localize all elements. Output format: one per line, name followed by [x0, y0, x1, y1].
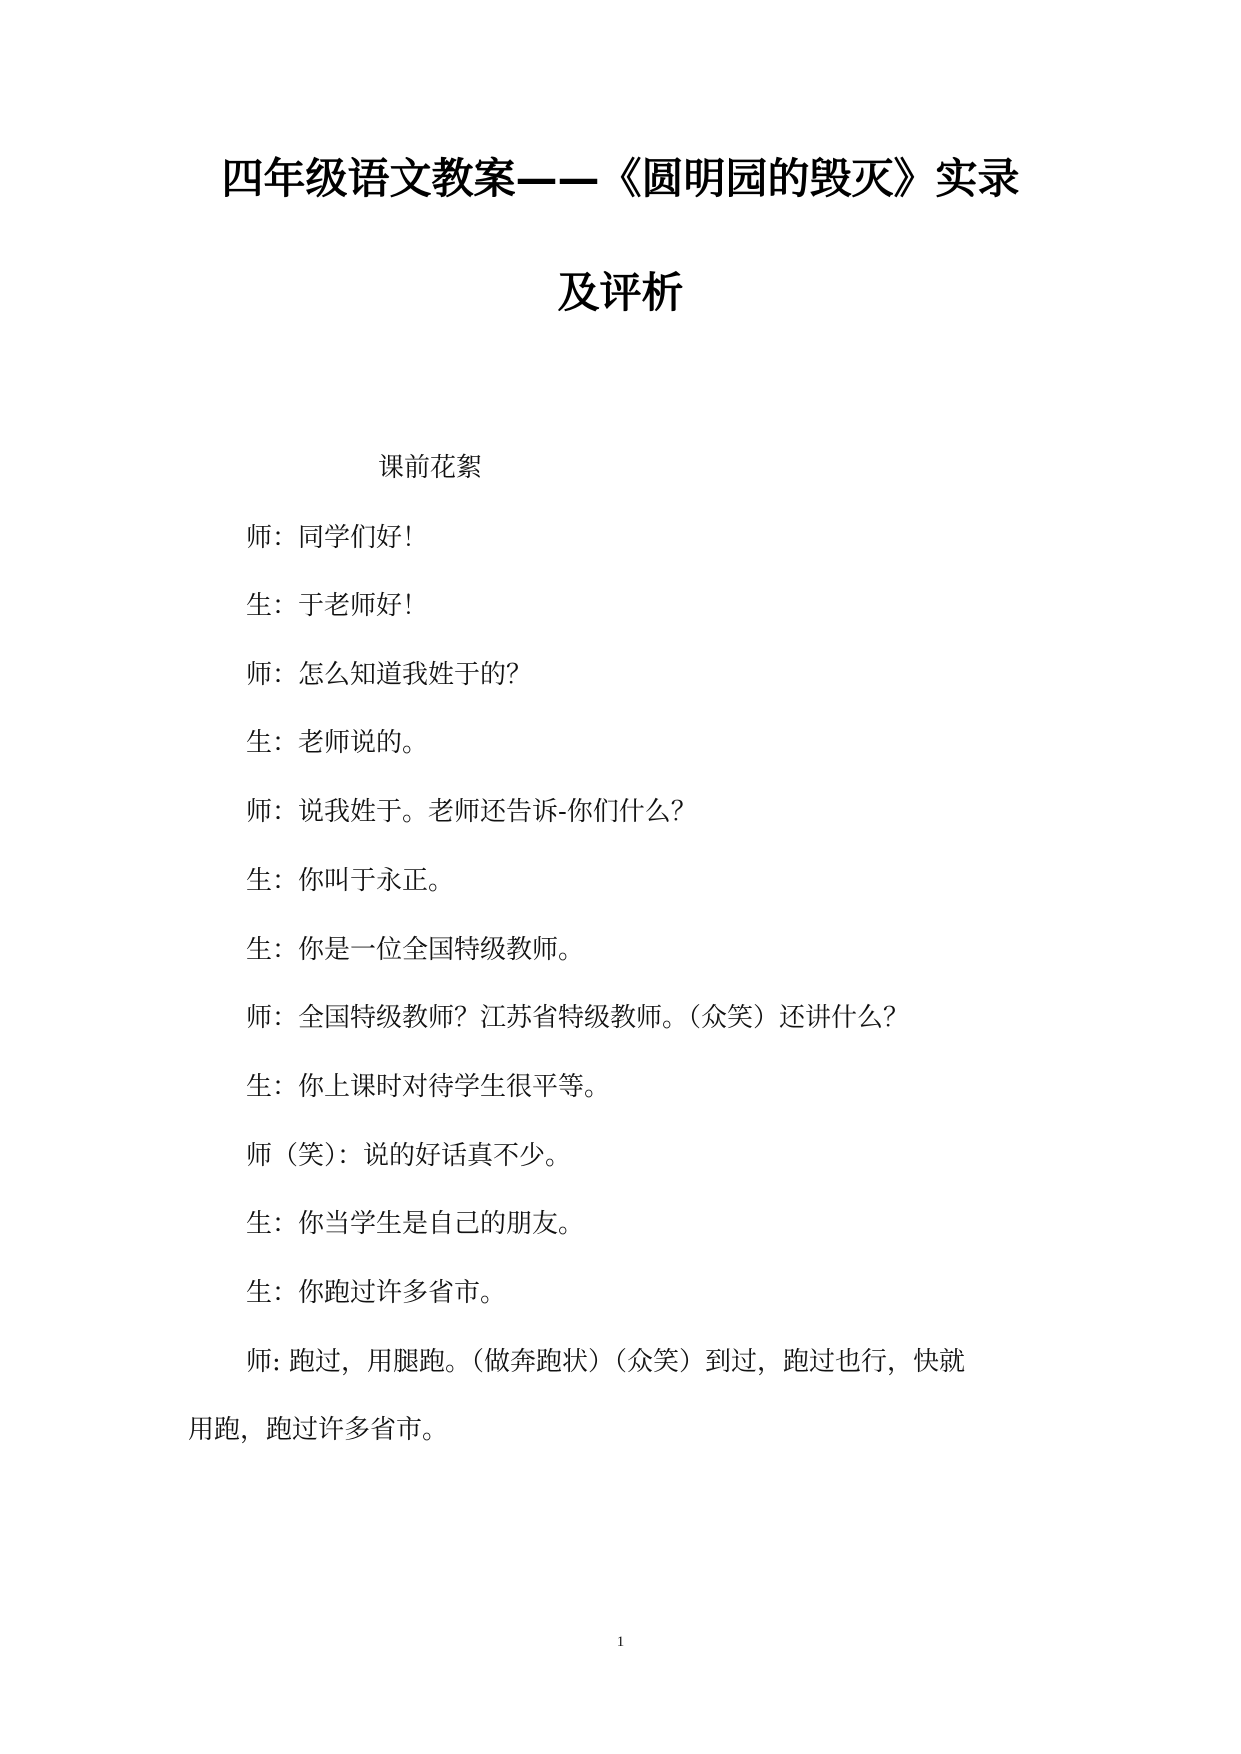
dialogue-line-10: 师（笑）：说的好话真不少。: [246, 1141, 572, 1171]
dialogue-line-7: 生：你是一位全国特级教师。: [246, 935, 585, 965]
document-title-line-1: 四年级语文教案——《圆明园的毁灭》实录: [221, 154, 1020, 203]
dialogue-line-4: 生：老师说的。: [246, 728, 429, 758]
dialogue-line-6: 生：你叫于永正。: [246, 866, 455, 896]
dialogue-line-9: 生：你上课时对待学生很平等。: [246, 1072, 611, 1102]
section-heading: 课前花絮: [378, 453, 483, 483]
dialogue-line-2: 生：于老师好！: [246, 591, 429, 621]
dialogue-line-8: 师：全国特级教师？江苏省特级教师。（众笑）还讲什么？: [246, 1003, 910, 1033]
dialogue-line-12: 生：你跑过许多省市。: [246, 1278, 507, 1308]
dialogue-line-13: 师: 跑过，用腿跑。（做奔跑状）（众笑）到过，跑过也行，快就: [246, 1347, 966, 1377]
page-number: 1: [616, 1634, 625, 1650]
dialogue-line-13-continuation: 用跑，跑过许多省市。: [188, 1415, 449, 1445]
dialogue-line-5: 师：说我姓于。老师还告诉-你们什么？: [246, 797, 697, 827]
document-title-line-2: 及评析: [557, 268, 684, 317]
dialogue-line-3: 师：怎么知道我姓于的？: [246, 660, 533, 690]
dialogue-line-1: 师：同学们好！: [246, 523, 429, 553]
dialogue-line-11: 生：你当学生是自己的朋友。: [246, 1209, 585, 1239]
